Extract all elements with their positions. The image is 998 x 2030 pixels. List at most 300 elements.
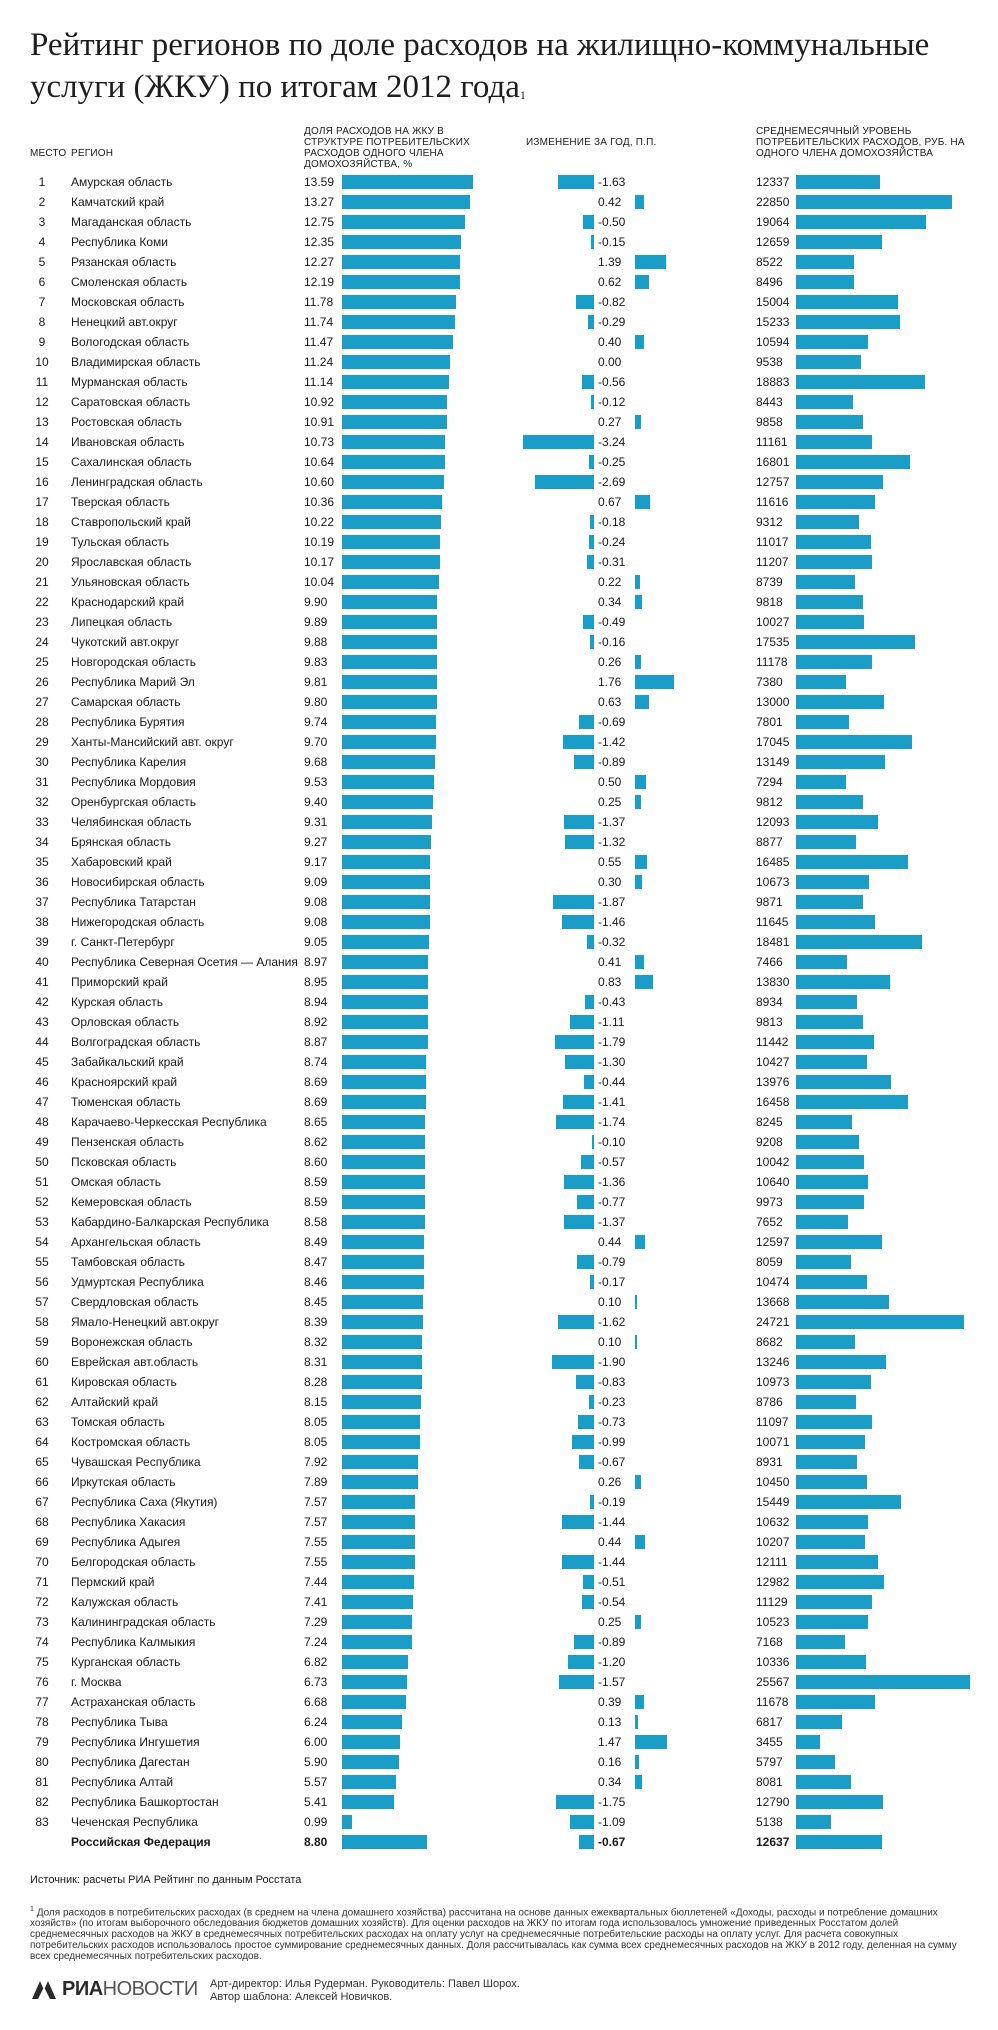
- region-label: Республика Хакасия: [71, 1515, 186, 1529]
- change-bar: [555, 1035, 594, 1049]
- rank-label: 13: [35, 415, 49, 429]
- change-value-label: 0.40: [598, 335, 622, 349]
- income-value-label: 10450: [756, 1475, 790, 1489]
- region-label: Республика Башкортостан: [71, 1795, 219, 1809]
- income-value-label: 13830: [756, 975, 790, 989]
- change-bar: [563, 1095, 594, 1109]
- change-value-label: -1.36: [598, 1175, 626, 1189]
- share-value-label: 10.19: [304, 535, 335, 549]
- rank-label: 41: [35, 975, 49, 989]
- change-value-label: -1.74: [598, 1115, 626, 1129]
- source-note: Источник: расчеты РИА Рейтинг по данным Росстата: [30, 1874, 302, 1886]
- share-value-label: 11.24: [304, 355, 334, 369]
- region-label: Новгородская область: [71, 655, 197, 669]
- change-bar: [587, 555, 594, 569]
- rank-label: 74: [35, 1635, 49, 1649]
- table-row: [0, 1392, 998, 1412]
- income-bar: [796, 315, 900, 329]
- change-bar: [558, 175, 594, 189]
- table-row: [0, 1712, 998, 1732]
- share-bar: [342, 1175, 425, 1189]
- share-bar: [342, 255, 460, 269]
- change-value-label: -1.75: [598, 1795, 626, 1809]
- rank-label: 68: [35, 1515, 49, 1529]
- table-row: [0, 1332, 998, 1352]
- income-bar: [796, 595, 863, 609]
- income-value-label: 18481: [756, 935, 790, 949]
- rank-label: 54: [35, 1235, 49, 1249]
- income-value-label: 12757: [756, 475, 790, 489]
- change-bar: [583, 215, 594, 229]
- table-row: [0, 1672, 998, 1692]
- share-value-label: 9.70: [304, 735, 328, 749]
- region-label: Волгоградская область: [71, 1035, 201, 1049]
- share-value-label: 9.83: [304, 655, 328, 669]
- table-row: [0, 172, 998, 192]
- region-label: Владимирская область: [71, 355, 201, 369]
- share-bar: [342, 1335, 422, 1349]
- income-value-label: 8059: [756, 1255, 783, 1269]
- change-bar: [579, 1835, 594, 1849]
- region-label: Кировская область: [71, 1375, 177, 1389]
- share-bar: [342, 955, 428, 969]
- share-value-label: 6.82: [304, 1655, 328, 1669]
- share-value-label: 9.17: [304, 855, 328, 869]
- rank-label: 53: [35, 1215, 49, 1229]
- region-label: Ивановская область: [71, 435, 185, 449]
- region-label: Пермский край: [71, 1575, 155, 1589]
- change-value-label: -2.69: [598, 475, 626, 489]
- table-row: [0, 852, 998, 872]
- income-bar: [796, 635, 915, 649]
- income-bar: [796, 1035, 874, 1049]
- income-value-label: 11678: [756, 1695, 789, 1709]
- change-bar: [635, 1475, 641, 1489]
- change-bar: [558, 1315, 594, 1329]
- rank-label: 1: [38, 175, 46, 189]
- income-value-label: 9818: [756, 595, 783, 609]
- table-row: [0, 812, 998, 832]
- share-bar: [342, 875, 430, 889]
- change-value-label: 0.25: [598, 1615, 622, 1629]
- change-value-label: 0.16: [598, 1755, 622, 1769]
- income-bar: [796, 855, 908, 869]
- change-value-label: -0.69: [598, 715, 626, 729]
- change-bar: [552, 1355, 594, 1369]
- rank-label: 21: [35, 575, 49, 589]
- region-label: Чукотский авт.округ: [71, 635, 180, 649]
- region-label: Оренбургская область: [71, 795, 197, 809]
- income-value-label: 19064: [756, 215, 790, 229]
- share-bar: [342, 635, 437, 649]
- region-label: Саратовская область: [71, 395, 191, 409]
- region-label: Архангельская область: [71, 1235, 201, 1249]
- table-row: [0, 492, 998, 512]
- income-bar: [796, 995, 857, 1009]
- rank-label: 30: [35, 755, 49, 769]
- change-bar: [635, 1535, 645, 1549]
- share-value-label: 5.41: [304, 1795, 328, 1809]
- change-bar: [577, 1195, 594, 1209]
- region-label: Республика Северная Осетия — Алания: [71, 955, 298, 969]
- share-bar: [342, 1595, 413, 1609]
- share-value-label: 9.80: [304, 695, 328, 709]
- income-value-label: 8496: [756, 275, 783, 289]
- rank-label: 6: [38, 275, 46, 289]
- change-value-label: 0.44: [598, 1235, 622, 1249]
- change-value-label: -0.24: [598, 535, 626, 549]
- table-row: [0, 692, 998, 712]
- rank-label: 10: [35, 355, 49, 369]
- share-value-label: 8.32: [304, 1335, 328, 1349]
- rank-label: 34: [35, 835, 49, 849]
- income-value-label: 9208: [756, 1135, 783, 1149]
- change-value-label: 0.62: [598, 275, 622, 289]
- change-value-label: -1.87: [598, 895, 626, 909]
- table-row: [0, 1612, 998, 1632]
- income-bar: [796, 695, 884, 709]
- region-label: Курганская область: [71, 1655, 181, 1669]
- rank-label: 46: [35, 1075, 49, 1089]
- table-row: [0, 1492, 998, 1512]
- share-bar: [342, 755, 435, 769]
- table-row: [0, 1312, 998, 1332]
- table-row: [0, 552, 998, 572]
- region-label: Томская область: [71, 1415, 165, 1429]
- change-value-label: 0.55: [598, 855, 622, 869]
- change-value-label: -1.44: [598, 1515, 626, 1529]
- share-bar: [342, 975, 428, 989]
- change-value-label: -0.16: [598, 635, 626, 649]
- share-value-label: 7.92: [304, 1455, 328, 1469]
- rank-label: 11: [35, 375, 49, 389]
- region-label: Республика Ингушетия: [71, 1735, 200, 1749]
- share-value-label: 10.04: [304, 575, 335, 589]
- share-bar: [342, 1255, 424, 1269]
- income-bar: [796, 335, 868, 349]
- rank-label: 38: [35, 915, 49, 929]
- share-value-label: 7.24: [304, 1635, 328, 1649]
- income-bar: [796, 1355, 886, 1369]
- change-value-label: 0.34: [598, 1775, 622, 1789]
- change-bar: [582, 1595, 594, 1609]
- income-bar: [796, 215, 926, 229]
- region-label: Курская область: [71, 995, 163, 1009]
- share-bar: [342, 1015, 428, 1029]
- share-value-label: 9.40: [304, 795, 328, 809]
- share-value-label: 7.57: [304, 1495, 328, 1509]
- rank-label: 72: [35, 1595, 49, 1609]
- share-bar: [342, 1055, 426, 1069]
- income-bar: [796, 415, 863, 429]
- change-value-label: -1.57: [598, 1675, 626, 1689]
- rank-label: 81: [35, 1775, 49, 1789]
- change-value-label: -1.79: [598, 1035, 626, 1049]
- change-bar: [556, 1115, 594, 1129]
- rank-label: 42: [35, 995, 49, 1009]
- header-change: ИЗМЕНЕНИЕ ЗА ГОД, П.П.: [526, 137, 657, 148]
- income-value-label: 6817: [756, 1715, 783, 1729]
- change-value-label: -1.20: [598, 1655, 626, 1669]
- income-bar: [796, 1555, 878, 1569]
- income-bar: [796, 1815, 831, 1829]
- region-label: Магаданская область: [71, 215, 192, 229]
- change-bar: [635, 875, 642, 889]
- title-footnote-mark: 1: [519, 88, 526, 102]
- change-bar: [568, 1655, 594, 1669]
- change-bar: [570, 1815, 594, 1829]
- share-value-label: 7.29: [304, 1615, 328, 1629]
- share-value-label: 6.73: [304, 1675, 328, 1689]
- table-row: [0, 1252, 998, 1272]
- share-bar: [342, 1215, 425, 1229]
- income-bar: [796, 515, 859, 529]
- share-value-label: 7.44: [304, 1575, 328, 1589]
- income-bar: [796, 1595, 872, 1609]
- rank-label: 31: [35, 775, 49, 789]
- share-value-label: 8.62: [304, 1135, 328, 1149]
- rank-label: 58: [35, 1315, 49, 1329]
- change-value-label: -0.73: [598, 1415, 626, 1429]
- share-value-label: 9.05: [304, 935, 328, 949]
- income-value-label: 8522: [756, 255, 783, 269]
- income-value-label: 24721: [756, 1315, 790, 1329]
- change-bar: [635, 1295, 637, 1309]
- table-row: [0, 1172, 998, 1192]
- rank-label: 24: [35, 635, 49, 649]
- share-value-label: 11.47: [304, 335, 334, 349]
- change-bar: [562, 915, 594, 929]
- income-value-label: 10594: [756, 335, 790, 349]
- share-bar: [342, 1315, 423, 1329]
- share-value-label: 8.49: [304, 1235, 328, 1249]
- region-label: Рязанская область: [71, 255, 177, 269]
- change-bar: [635, 695, 649, 709]
- rank-label: 43: [35, 1015, 49, 1029]
- income-value-label: 11017: [756, 535, 789, 549]
- share-value-label: 8.15: [304, 1395, 328, 1409]
- table-row: [0, 512, 998, 532]
- change-bar: [589, 455, 595, 469]
- region-label: Республика Дагестан: [71, 1755, 190, 1769]
- change-bar: [585, 995, 594, 1009]
- income-bar: [796, 1075, 891, 1089]
- share-value-label: 10.73: [304, 435, 335, 449]
- share-bar: [342, 1795, 394, 1809]
- income-value-label: 9538: [756, 355, 783, 369]
- change-value-label: 1.47: [598, 1735, 622, 1749]
- change-bar: [635, 275, 649, 289]
- change-bar: [635, 335, 644, 349]
- region-label: Кабардино-Балкарская Республика: [71, 1215, 269, 1229]
- share-bar: [342, 1395, 421, 1409]
- change-value-label: 0.13: [598, 1715, 622, 1729]
- share-bar: [342, 855, 430, 869]
- share-bar: [342, 435, 445, 449]
- region-label: Российская Федерация: [71, 1835, 211, 1849]
- share-value-label: 8.47: [304, 1255, 328, 1269]
- table-row: [0, 192, 998, 212]
- change-bar: [635, 1755, 639, 1769]
- table-row: [0, 432, 998, 452]
- header-rank: МЕСТО: [30, 148, 67, 159]
- income-value-label: 12337: [756, 175, 790, 189]
- income-value-label: 7801: [756, 715, 783, 729]
- table-row: [0, 912, 998, 932]
- rank-label: 26: [35, 675, 49, 689]
- share-bar: [342, 315, 455, 329]
- income-bar: [796, 1395, 856, 1409]
- income-value-label: 12597: [756, 1235, 790, 1249]
- table-row: [0, 452, 998, 472]
- income-bar: [796, 1635, 845, 1649]
- table-row: [0, 752, 998, 772]
- income-value-label: 13976: [756, 1075, 790, 1089]
- change-value-label: 0.63: [598, 695, 622, 709]
- credits-line-2: Автор шаблона: Алексей Новичков.: [210, 1991, 393, 2003]
- table-row: [0, 1132, 998, 1152]
- change-value-label: 0.41: [598, 955, 622, 969]
- income-value-label: 13149: [756, 755, 790, 769]
- share-bar: [342, 1555, 415, 1569]
- region-label: Астраханская область: [71, 1695, 196, 1709]
- change-bar: [590, 515, 594, 529]
- income-value-label: 8443: [756, 395, 783, 409]
- share-bar: [342, 1375, 422, 1389]
- change-bar: [635, 1695, 644, 1709]
- table-row: [0, 412, 998, 432]
- share-value-label: 11.14: [304, 375, 334, 389]
- change-value-label: -1.63: [598, 175, 626, 189]
- change-value-label: -0.83: [598, 1375, 626, 1389]
- share-bar: [342, 1675, 407, 1689]
- change-value-label: 0.67: [598, 495, 622, 509]
- income-value-label: 8786: [756, 1395, 783, 1409]
- income-value-label: 9973: [756, 1195, 783, 1209]
- income-value-label: 17535: [756, 635, 790, 649]
- share-value-label: 12.75: [304, 215, 335, 229]
- change-value-label: 0.83: [598, 975, 622, 989]
- change-bar: [635, 1735, 667, 1749]
- change-bar: [563, 735, 594, 749]
- change-bar: [581, 1155, 594, 1169]
- income-bar: [796, 535, 871, 549]
- share-value-label: 7.55: [304, 1555, 328, 1569]
- region-label: Ставропольский край: [71, 515, 191, 529]
- income-bar: [796, 1455, 857, 1469]
- share-value-label: 7.41: [304, 1595, 328, 1609]
- change-value-label: 0.10: [598, 1295, 622, 1309]
- income-bar: [796, 1675, 970, 1689]
- share-bar: [342, 475, 444, 489]
- rank-label: 59: [35, 1335, 49, 1349]
- region-label: Вологодская область: [71, 335, 190, 349]
- change-bar: [635, 855, 647, 869]
- region-label: Ярославская область: [71, 555, 192, 569]
- share-bar: [342, 515, 441, 529]
- income-bar: [796, 935, 922, 949]
- change-bar: [635, 675, 674, 689]
- rank-label: 44: [35, 1035, 49, 1049]
- change-bar: [635, 575, 640, 589]
- share-value-label: 9.08: [304, 895, 328, 909]
- share-bar: [342, 555, 440, 569]
- rank-label: 51: [35, 1175, 49, 1189]
- rank-label: 15: [35, 455, 49, 469]
- rank-label: 75: [35, 1655, 49, 1669]
- share-value-label: 9.27: [304, 835, 328, 849]
- income-value-label: 15449: [756, 1495, 790, 1509]
- share-value-label: 8.45: [304, 1295, 328, 1309]
- region-label: Пензенская область: [71, 1135, 185, 1149]
- rank-label: 45: [35, 1055, 49, 1069]
- ria-logo-icon: [30, 1979, 58, 2001]
- income-bar: [796, 1155, 864, 1169]
- share-bar: [342, 375, 449, 389]
- share-bar: [342, 495, 442, 509]
- income-value-label: 11161: [756, 435, 788, 449]
- change-bar: [565, 835, 594, 849]
- change-value-label: -0.67: [598, 1455, 626, 1469]
- change-value-label: -1.09: [598, 1815, 626, 1829]
- change-bar: [572, 1435, 594, 1449]
- region-label: Камчатский край: [71, 195, 165, 209]
- table-row: [0, 1512, 998, 1532]
- change-value-label: 1.76: [598, 675, 622, 689]
- change-value-label: -0.77: [598, 1195, 626, 1209]
- header-income: СРЕДНЕМЕСЯЧНЫЙ УРОВЕНЬ ПОТРЕБИТЕЛЬСКИХ РАСХОДОВ, РУБ. НА ОДНОГО ЧЛЕНА ДОМОХОЗЯЙСТВА: [756, 126, 965, 159]
- table-row: [0, 1792, 998, 1812]
- change-value-label: 0.42: [598, 195, 622, 209]
- table-row: [0, 1592, 998, 1612]
- region-label: Псковская область: [71, 1155, 177, 1169]
- income-value-label: 22850: [756, 195, 790, 209]
- share-value-label: 8.59: [304, 1175, 328, 1189]
- table-row: [0, 1192, 998, 1212]
- income-value-label: 11178: [756, 655, 788, 669]
- change-value-label: -0.25: [598, 455, 626, 469]
- table-row: [0, 272, 998, 292]
- table-row: [0, 832, 998, 852]
- table-row: [0, 1032, 998, 1052]
- income-bar: [796, 1095, 908, 1109]
- table-row: [0, 1632, 998, 1652]
- share-value-label: 8.65: [304, 1115, 328, 1129]
- rank-label: 73: [35, 1615, 49, 1629]
- table-row: [0, 212, 998, 232]
- share-value-label: 9.68: [304, 755, 328, 769]
- region-label: г. Москва: [71, 1675, 122, 1689]
- share-value-label: 8.28: [304, 1375, 328, 1389]
- income-bar: [796, 1615, 868, 1629]
- income-bar: [796, 755, 885, 769]
- share-bar: [342, 455, 445, 469]
- income-value-label: 11207: [756, 555, 789, 569]
- region-label: Свердловская область: [71, 1295, 199, 1309]
- table-row: [0, 1212, 998, 1232]
- share-bar: [342, 895, 430, 909]
- change-bar: [591, 235, 594, 249]
- income-value-label: 12111: [756, 1555, 788, 1569]
- income-bar: [796, 1255, 851, 1269]
- income-bar: [796, 1715, 842, 1729]
- table-row: [0, 1432, 998, 1452]
- table-row: [0, 932, 998, 952]
- share-value-label: 8.39: [304, 1315, 328, 1329]
- share-bar: [342, 395, 447, 409]
- share-bar: [342, 595, 437, 609]
- share-bar: [342, 835, 431, 849]
